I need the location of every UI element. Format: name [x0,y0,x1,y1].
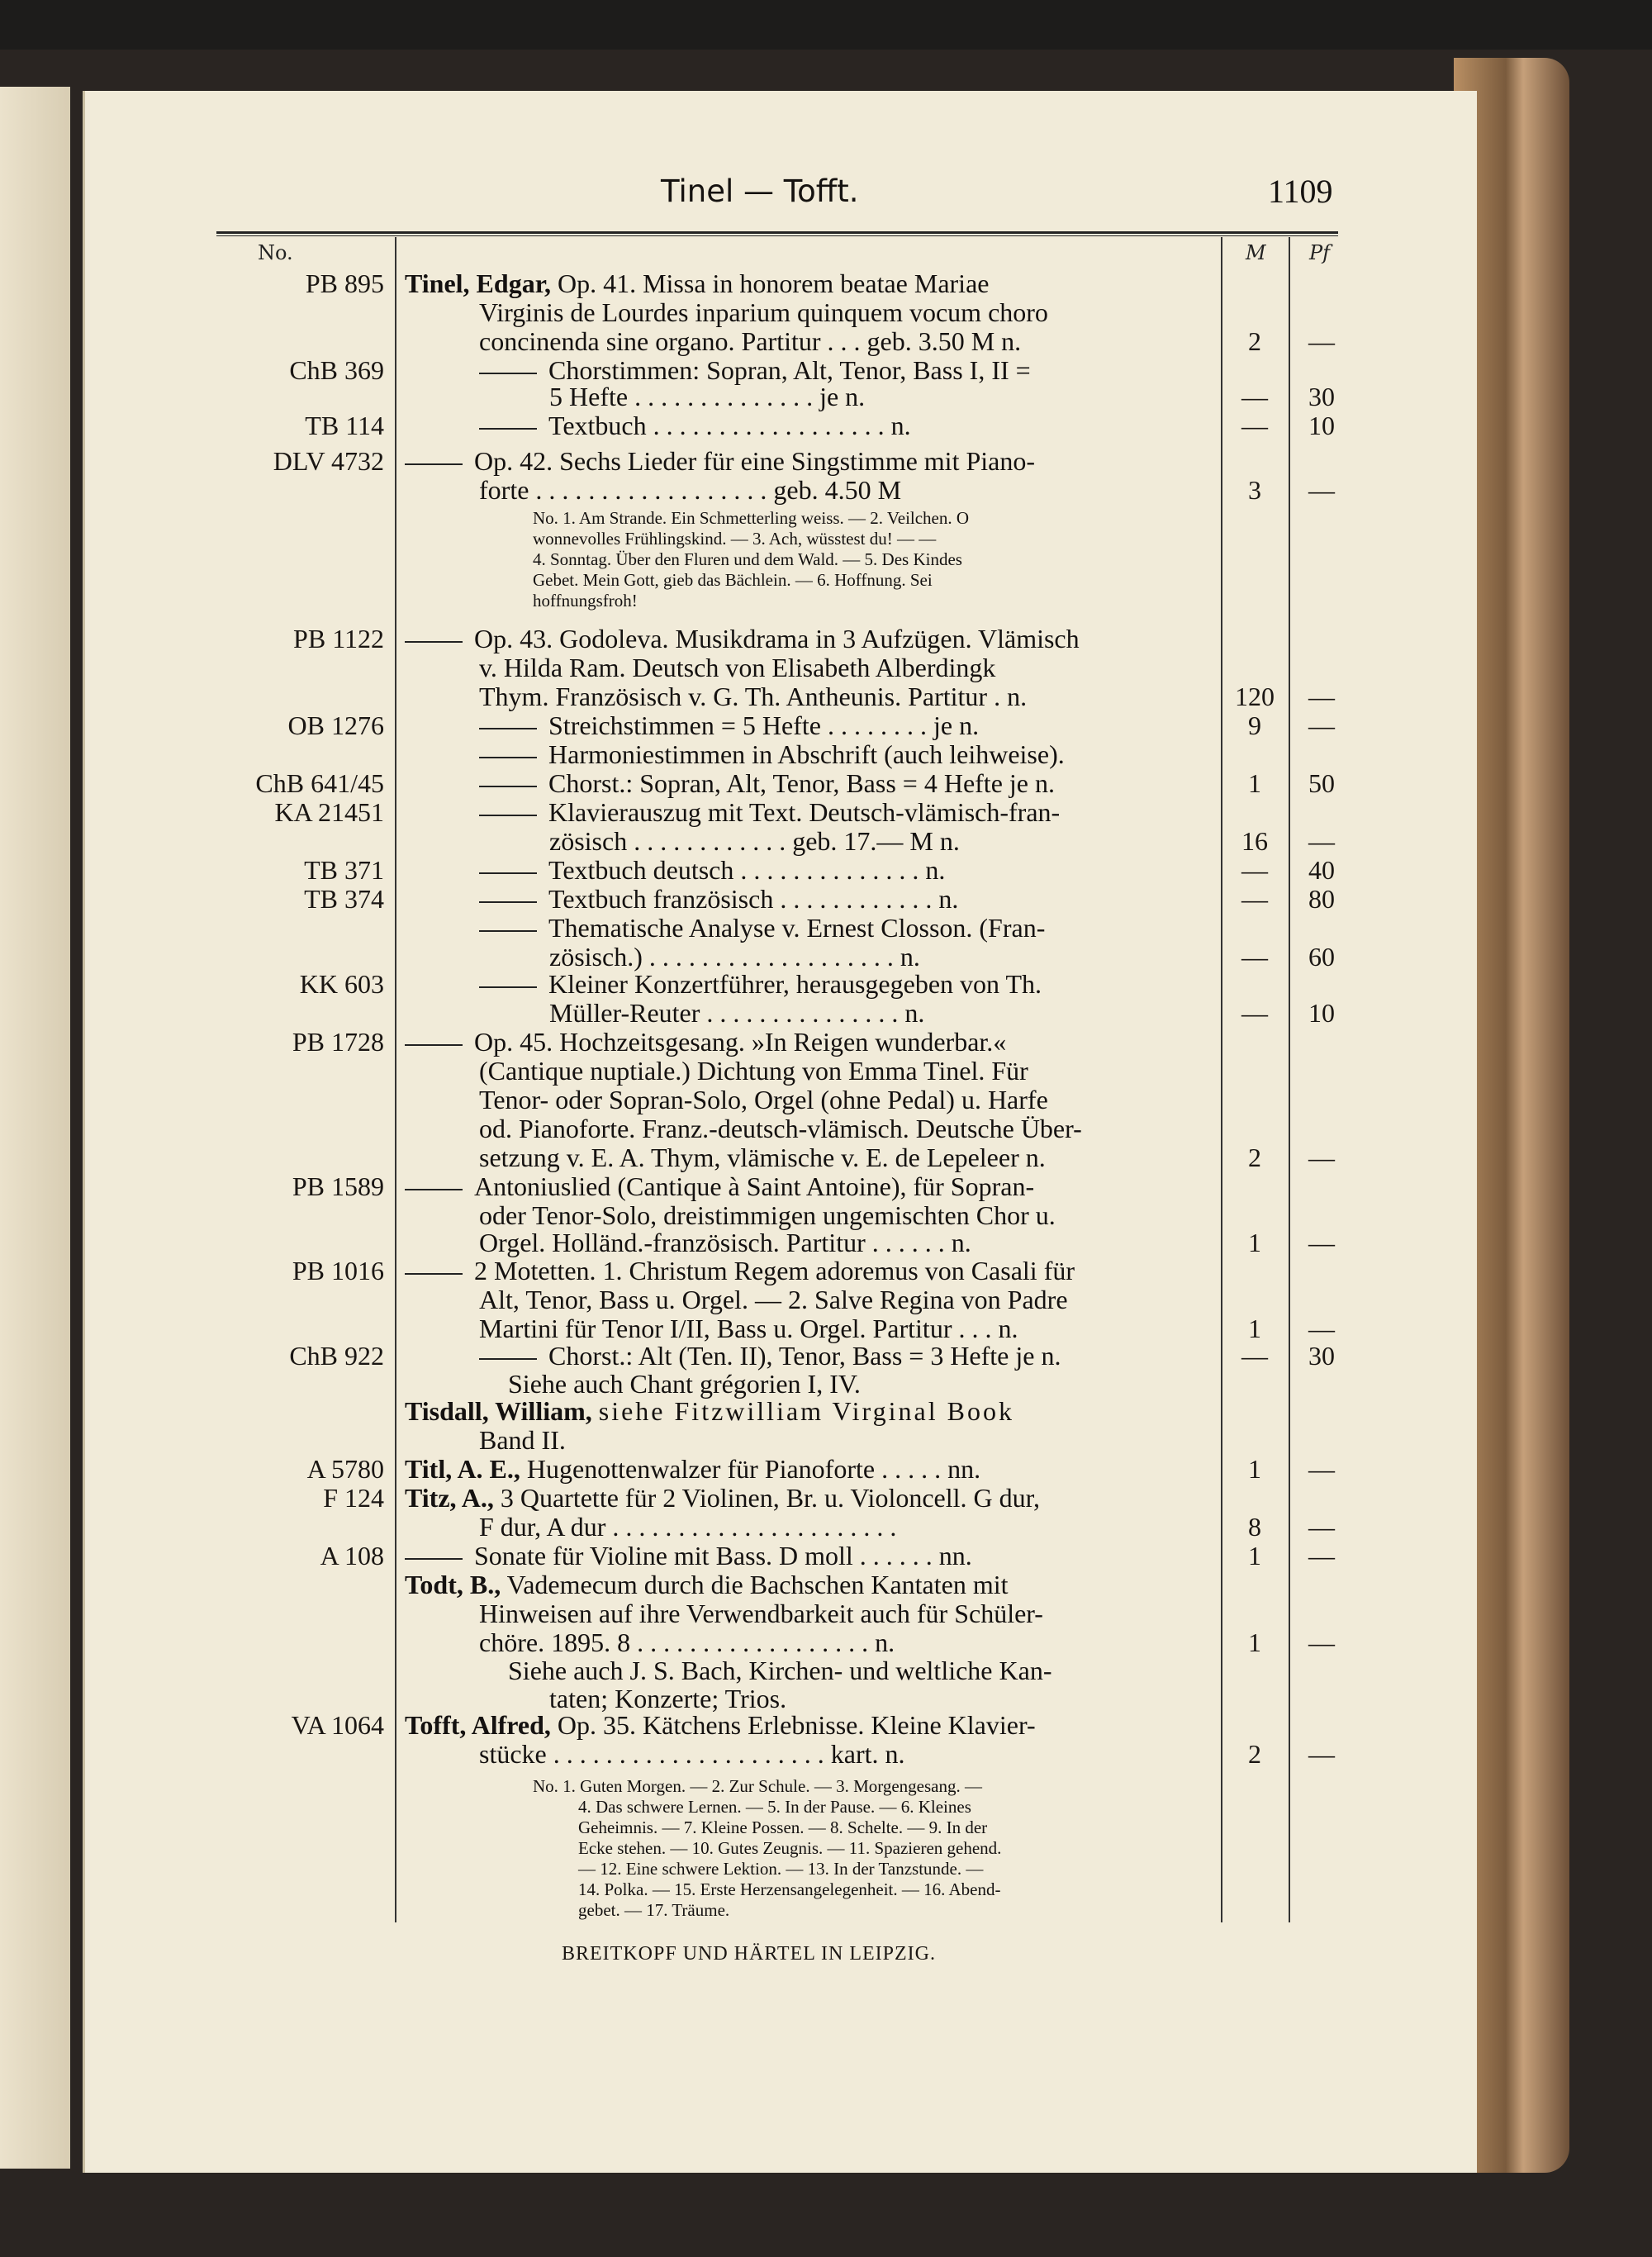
piece-list-line: Geheimnis. — 7. Kleine Possen. — 8. Schelte. — 9. In der [578,1817,988,1837]
price-mark: 1 [1248,1228,1261,1257]
price-mark: 2 [1248,1143,1261,1172]
composer-name: Tofft, Alfred, [405,1710,551,1740]
composer-name: Titl, A. E., [405,1454,520,1484]
catalog-number: ChB 922 [289,1341,384,1371]
piece-list-line: 4. Das schwere Lernen. — 5. In der Pause. — 6. Kleines [578,1797,971,1817]
entry-line: Antoniuslied (Cantique à Saint Antoine), für Sopran- [405,1171,1034,1202]
entry-line: Chorst.: Sopran, Alt, Tenor, Bass = 4 Hefte je n. [479,768,1055,799]
entry-line: Titz, A., 3 Quartette für 2 Violinen, Br. u. Violoncell. G dur, [405,1483,1040,1513]
column-header-mark: M [1246,241,1266,264]
entry-line: stücke . . . . . . . . . . . . . . . . . . . . . kart. n. [479,1739,905,1769]
price-pf: 50 [1308,768,1335,798]
price-mark: 1 [1248,768,1261,798]
catalog-number: KA 21451 [274,797,384,827]
catalog-number: TB 114 [305,411,384,440]
entry-line: Tinel, Edgar, Op. 41. Missa in honorem beatae Mariae [405,268,990,298]
piece-list-line: Ecke stehen. — 10. Gutes Zeugnis. — 11. Spazieren gehend. [578,1838,1002,1858]
price-pf: — [1308,826,1335,856]
composer-name: Tisdall, William, [405,1396,592,1426]
song-list-line: No. 1. Am Strande. Ein Schmetterling weiss. — 2. Veilchen. O [533,508,970,528]
catalog-number: PB 1016 [292,1256,384,1285]
entry-line: Streichstimmen = 5 Hefte . . . . . . . . je n. [479,710,979,741]
song-list-line: Gebet. Mein Gott, gieb das Bächlein. — 6. Hoffnung. Sei [533,570,933,590]
price-pf: 10 [1308,411,1335,440]
price-pf: 40 [1308,855,1335,885]
catalog-number: TB 371 [304,855,384,885]
price-mark: 1 [1248,1541,1261,1570]
entry-line: Op. 42. Sechs Lieder für eine Singstimme mit Piano- [405,446,1035,477]
price-pf: — [1308,1541,1335,1570]
entry-line: (Cantique nuptiale.) Dichtung von Emma Tinel. Für [479,1056,1028,1086]
price-mark: 8 [1248,1512,1261,1542]
catalog-number: DLV 4732 [273,446,384,476]
price-pf: — [1308,1739,1335,1769]
entry-line: Textbuch . . . . . . . . . . . . . . . . . . n. [479,411,911,441]
entry-line: Thym. Französisch v. G. Th. Antheunis. Partitur . n. [479,682,1028,711]
entry-line: Chorstimmen: Sopran, Alt, Tenor, Bass I, II = [479,355,1031,386]
left-page-edge [0,87,70,2169]
page-number: 1109 [1268,173,1333,210]
catalog-number: A 5780 [306,1454,384,1484]
entry-line: Orgel. Holländ.-französisch. Partitur . . . . . . n. [479,1228,971,1257]
entry-line: Thematische Analyse v. Ernest Closson. (Fran- [479,913,1045,943]
entry-line: Hinweisen auf ihre Verwendbarkeit auch für Schüler- [479,1599,1043,1628]
price-pf: 80 [1308,884,1335,914]
page-title: Tinel — Tofft. [661,173,859,209]
entry-line: oder Tenor-Solo, dreistimmigen ungemischten Chor u. [479,1200,1056,1230]
entry-line: Harmoniestimmen in Abschrift (auch leihweise). [479,739,1065,770]
composer-name: Tinel, Edgar, [405,268,551,298]
catalog-number: PB 1589 [292,1171,384,1201]
price-mark: 2 [1248,326,1261,356]
piece-list-line: gebet. — 17. Träume. [578,1900,730,1920]
entry-line: Textbuch französisch . . . . . . . . . . . . n. [479,884,958,915]
entry-line: Müller-Reuter . . . . . . . . . . . . . . . n. [549,998,925,1028]
entry-line: Kleiner Konzertführer, herausgegeben von Th. [479,969,1042,1000]
publisher-footer: BREITKOPF UND HÄRTEL IN LEIPZIG. [562,1943,936,1965]
song-list-line: hoffnungsfroh! [533,591,638,611]
entry-line: Siehe auch J. S. Bach, Kirchen- und weltliche Kan- [508,1656,1052,1685]
price-mark: — [1241,1341,1268,1371]
price-mark: — [1241,942,1268,972]
price-pf: — [1308,475,1335,505]
price-pf: — [1308,1454,1335,1484]
entry-line: 2 Motetten. 1. Christum Regem adoremus von Casali für [405,1256,1075,1286]
header-rule-thin [216,235,1338,236]
price-pf: — [1308,1627,1335,1657]
price-pf: — [1308,1314,1335,1343]
catalog-number: ChB 369 [289,355,384,385]
catalog-number: KK 603 [299,969,384,999]
price-mark: 120 [1235,682,1275,711]
column-header-pf: Pf [1309,241,1331,264]
price-mark: — [1241,884,1268,914]
entry-line: zösisch . . . . . . . . . . . . geb. 17.— M n. [549,826,960,856]
price-mark: 16 [1241,826,1268,856]
price-pf: 10 [1308,998,1335,1028]
piece-list-line: 14. Polka. — 15. Erste Herzensangelegenheit. — 16. Abend- [578,1879,1001,1899]
entry-line: Textbuch deutsch . . . . . . . . . . . . . . n. [479,855,945,886]
entry-line: setzung v. E. A. Thym, vlämische v. E. de Lepeleer n. [479,1143,1046,1172]
price-pf: — [1308,326,1335,356]
price-mark: — [1241,998,1268,1028]
piece-list-line: No. 1. Guten Morgen. — 2. Zur Schule. — 3. Morgengesang. — [533,1776,982,1796]
catalog-number: A 108 [320,1541,384,1570]
price-mark: — [1241,855,1268,885]
entry-line: Alt, Tenor, Bass u. Orgel. — 2. Salve Regina von Padre [479,1285,1068,1314]
entry-line: Band II. [479,1425,566,1455]
price-pf: — [1308,1143,1335,1172]
price-mark: 3 [1248,475,1261,505]
column-header-no: No. [258,241,293,264]
entry-line: Todt, B., Vademecum durch die Bachschen Kantaten mit [405,1570,1009,1599]
entry-line: concinenda sine organo. Partitur . . . geb. 3.50 M n. [479,326,1022,356]
price-pf: 30 [1308,1341,1335,1371]
entry-line: od. Pianoforte. Franz.-deutsch-vlämisch. Deutsche Über- [479,1114,1082,1143]
catalog-number: TB 374 [304,884,384,914]
price-mark: 1 [1248,1627,1261,1657]
entry-line: forte . . . . . . . . . . . . . . . . . . geb. 4.50 M [479,475,902,505]
entry-line: F dur, A dur . . . . . . . . . . . . . . . . . . . . . . [479,1512,897,1542]
entry-line: Siehe auch Chant grégorien I, IV. [508,1369,861,1399]
price-pf: — [1308,1512,1335,1542]
catalog-number: ChB 641/45 [255,768,384,798]
piece-list-line: — 12. Eine schwere Lektion. — 13. In der Tanzstunde. — [578,1859,984,1879]
entry-line: v. Hilda Ram. Deutsch von Elisabeth Alberdingk [479,653,996,682]
price-pf: 60 [1308,942,1335,972]
price-pf: 30 [1308,382,1335,411]
price-pf: — [1308,710,1335,740]
song-list-line: wonnevolles Frühlingskind. — 3. Ach, wüsstest du! — — [533,529,937,549]
entry-line: Tofft, Alfred, Op. 35. Kätchens Erlebnisse. Kleine Klavier- [405,1710,1036,1740]
price-pf: — [1308,1228,1335,1257]
entry-line: Titl, A. E., Hugenottenwalzer für Pianoforte . . . . . nn. [405,1454,981,1484]
entry-line: Op. 45. Hochzeitsgesang. »In Reigen wunderbar.« [405,1027,1006,1057]
entry-line: Virginis de Lourdes inparium quinquem vocum choro [479,297,1048,327]
entry-line: Tisdall, William, siehe Fitzwilliam Virginal Book [405,1396,1014,1426]
catalog-number: VA 1064 [291,1710,384,1740]
column-divider-left [395,237,396,1922]
entry-line: Tenor- oder Sopran-Solo, Orgel (ohne Pedal) u. Harfe [479,1085,1048,1114]
catalog-number: OB 1276 [287,710,384,740]
catalog-number: PB 895 [305,268,384,298]
entry-line: zösisch.) . . . . . . . . . . . . . . . . . . . n. [549,942,920,972]
entry-line: chöre. 1895. 8 . . . . . . . . . . . . . . . . . . n. [479,1627,895,1657]
catalog-number: PB 1728 [292,1027,384,1057]
price-mark: 9 [1248,710,1261,740]
entry-line: taten; Konzerte; Trios. [549,1684,787,1713]
song-list-line: 4. Sonntag. Über den Fluren und dem Wald. — 5. Des Kindes [533,549,962,569]
price-pf: — [1308,682,1335,711]
entry-line: Klavierauszug mit Text. Deutsch-vlämisch-fran- [479,797,1060,828]
catalog-number: F 124 [323,1483,384,1513]
composer-name: Titz, A., [405,1483,494,1513]
header-rule [216,231,1338,234]
catalog-number: PB 1122 [293,624,384,653]
price-mark: 1 [1248,1454,1261,1484]
price-mark: 1 [1248,1314,1261,1343]
entry-line: 5 Hefte . . . . . . . . . . . . . . je n. [549,382,866,411]
composer-name: Todt, B., [405,1570,501,1599]
price-mark: — [1241,382,1268,411]
entry-line: Chorst.: Alt (Ten. II), Tenor, Bass = 3 Hefte je n. [479,1341,1061,1371]
entry-line: Sonate für Violine mit Bass. D moll . . . . . . nn. [405,1541,972,1571]
price-mark: 2 [1248,1739,1261,1769]
price-mark: — [1241,411,1268,440]
entry-line: Op. 43. Godoleva. Musikdrama in 3 Aufzügen. Vlämisch [405,624,1080,654]
entry-line: Martini für Tenor I/II, Bass u. Orgel. Partitur . . . n. [479,1314,1018,1343]
